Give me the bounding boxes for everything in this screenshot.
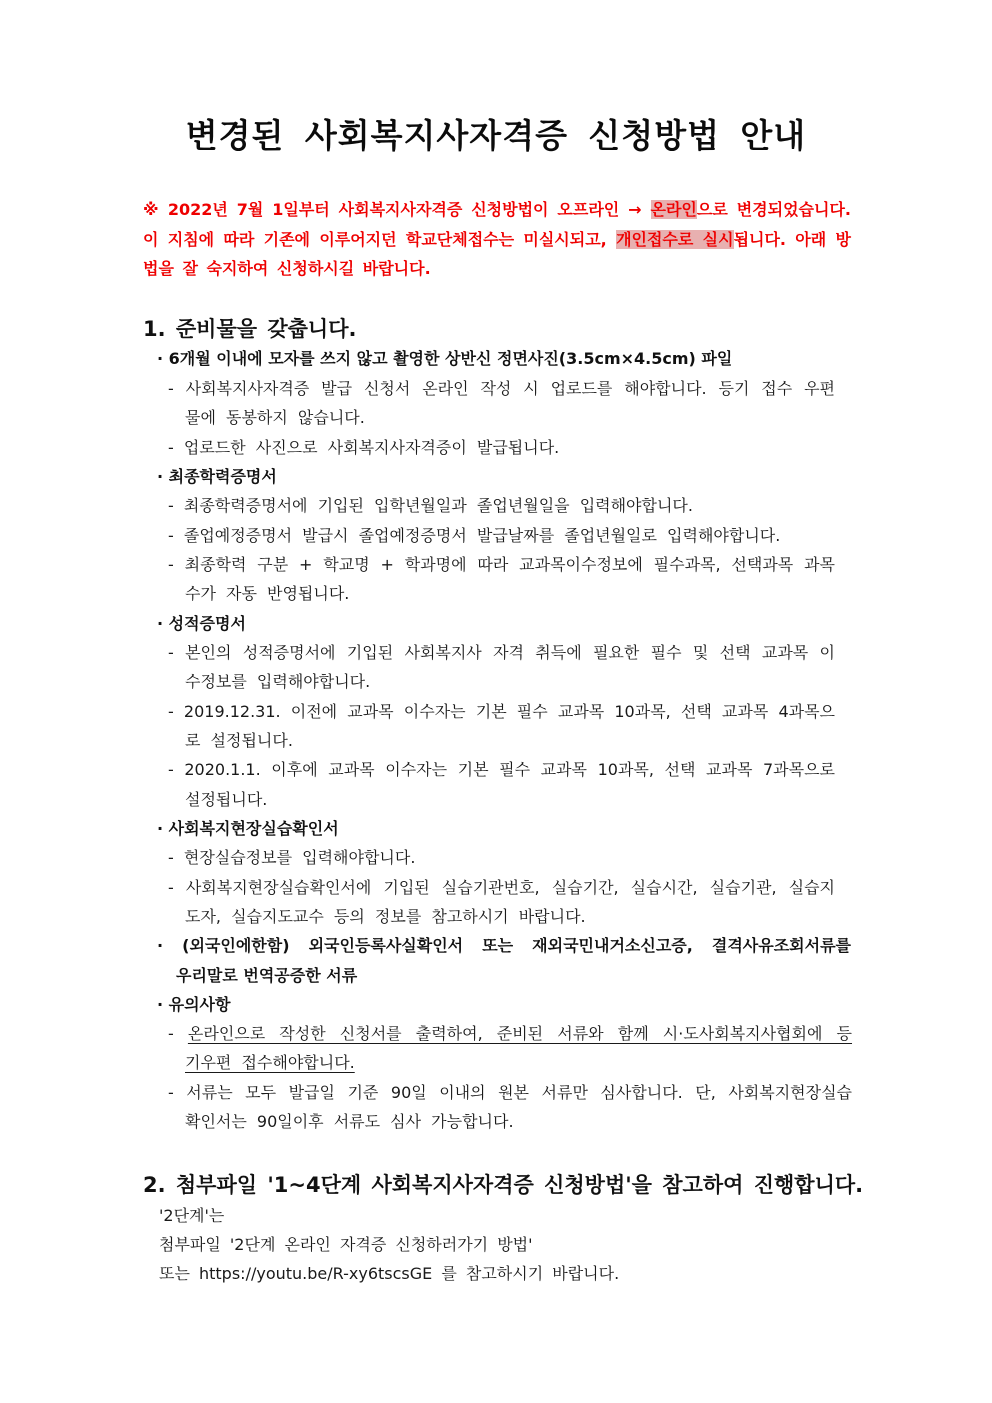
item-transcript-detail-2: - 2019.12.31. 이전에 교과목 이수자는 기본 필수 교과목 10과목, 선택 교과목 4과목으: [168, 702, 835, 721]
notice-highlight-individual: 개인접수로 실시: [616, 229, 734, 249]
item-practice-detail-1: - 현장실습정보를 입력해야합니다.: [168, 848, 416, 867]
item-photo-detail-2: - 업로드한 사진으로 사회복지사자격증이 발급됩니다.: [168, 438, 560, 457]
notice-prefix: ※ 2022년 7월 1일부터 사회복지사자격증 신청방법이 오프라인 →: [143, 200, 651, 219]
item-notes-detail-1-cont: 기우편 접수해야합니다.: [185, 1053, 355, 1072]
notice-suffix: 됩니다. 아래 방법을 잘 숙지하여 신청하시길 바랍니다.: [143, 229, 851, 278]
item-education-detail-3: - 최종학력 구분 + 학교명 + 학과명에 따라 교과목이수정보에 필수과목, 선택과목 과목: [168, 555, 835, 574]
item-transcript-detail-1-cont: 수정보를 입력해야합니다.: [185, 672, 371, 691]
item-photo-detail-1: - 사회복지사자격증 발급 신청서 온라인 작성 시 업로드를 해야합니다. 등기 접수 우편: [168, 379, 835, 398]
item-education-label: · 최종학력증명서: [157, 467, 277, 486]
section2-line-2: 첨부파일 '2단계 온라인 자격증 신청하러가기 방법': [159, 1235, 533, 1254]
item-photo-detail-1-cont: 물에 동봉하지 않습니다.: [185, 408, 365, 427]
item-photo-label: · 6개월 이내에 모자를 쓰지 않고 촬영한 상반신 정면사진(3.5cm×4.5cm) 파일: [157, 349, 733, 368]
item-practice-detail-2-cont: 도자, 실습지도교수 등의 정보를 참고하시기 바랍니다.: [185, 907, 586, 926]
dash: -: [168, 1024, 188, 1043]
item-transcript-label: · 성적증명서: [157, 614, 246, 633]
item-transcript-detail-3-cont: 설정됩니다.: [185, 790, 268, 809]
section1-heading: 1. 준비물을 갖춥니다.: [143, 317, 357, 341]
item-notes-detail-2-cont: 확인서는 90일이후 서류도 심사 가능합니다.: [185, 1112, 514, 1131]
item-notes-detail-1: [168, 1024, 852, 1044]
notice-paragraph: [143, 195, 851, 284]
notice-highlight-online: 온라인: [650, 200, 697, 219]
item-transcript-detail-2-cont: 로 설정됩니다.: [185, 731, 293, 750]
item-education-detail-2: - 졸업예정증명서 발급시 졸업예정증명서 발급날짜를 졸업년월일로 입력해야합니다.: [168, 526, 781, 545]
item-notes-detail-2: - 서류는 모두 발급일 기준 90일 이내의 원본 서류만 심사합니다. 단, 사회복지현장실습: [168, 1083, 852, 1102]
item-practice-label: · 사회복지현장실습확인서: [157, 819, 339, 838]
section2-line-3-youtube-link[interactable]: 또는 https://youtu.be/R-xy6tscsGE 를 참고하시기 바랍니다.: [159, 1264, 620, 1283]
item-education-detail-1: - 최종학력증명서에 기입된 입학년월일과 졸업년월일을 입력해야합니다.: [168, 496, 693, 515]
notice-middle: 으로 변경되었습니다. 이 지침에 따라 기존에 이루어지던 학교단체접수는 미실시되고,: [143, 200, 851, 249]
underlined-instruction: 온라인으로 작성한 신청서를 출력하여, 준비된 서류와 함께 시·도사회복지사협회에 등: [187, 1024, 853, 1043]
page-title: 변경된 사회복지사자격증 신청방법 안내: [185, 116, 807, 155]
item-practice-detail-2: - 사회복지현장실습확인서에 기입된 실습기관번호, 실습기간, 실습시간, 실습기관, 실습지: [168, 878, 835, 897]
item-foreigner-label-cont: 우리말로 번역공증한 서류: [176, 966, 358, 985]
section2-heading: 2. 첨부파일 '1~4단계 사회복지사자격증 신청방법'을 참고하여 진행합니다.: [143, 1173, 864, 1197]
item-education-detail-3-cont: 수가 자동 반영됩니다.: [185, 584, 350, 603]
section2-line-1: '2단계'는: [159, 1206, 225, 1225]
item-notes-label: · 유의사항: [157, 995, 231, 1014]
item-transcript-detail-1: - 본인의 성적증명서에 기입된 사회복지사 자격 취득에 필요한 필수 및 선택 교과목 이: [168, 643, 835, 662]
item-transcript-detail-3: - 2020.1.1. 이후에 교과목 이수자는 기본 필수 교과목 10과목, 선택 교과목 7과목으로: [168, 760, 835, 779]
item-foreigner-label: · (외국인에한함) 외국인등록사실확인서 또는 재외국민내거소신고증, 결격사유조회서류를: [157, 936, 851, 955]
